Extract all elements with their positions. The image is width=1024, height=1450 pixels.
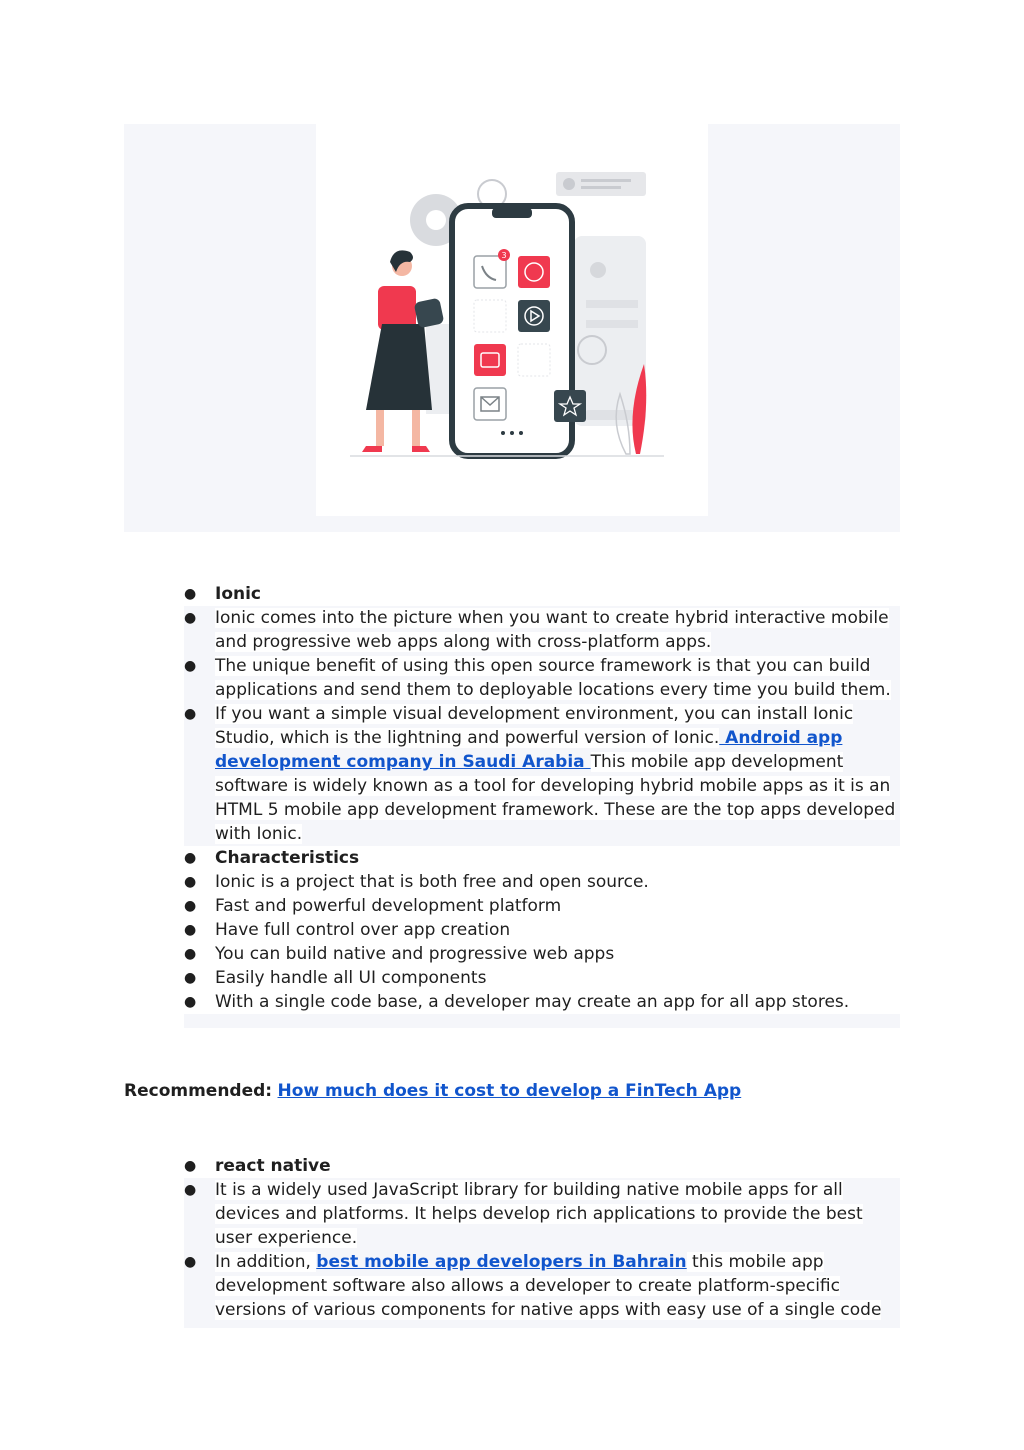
list-item-text: This mobile app development software is widely known as a tool for developing hybrid mobile apps as it is an HTML 5 mobile app development framework. These are the top apps developed with Ionic. (215, 752, 896, 844)
list-item (184, 606, 900, 654)
recommended-line (124, 1079, 904, 1103)
hero-image-frame (124, 124, 900, 532)
list-item-text: It is a widely used JavaScript library for building native mobile apps for all devices and platforms. It helps develop rich applications to provide the best user experience. (215, 1180, 863, 1248)
list-item-text: If you want a simple visual development environment, you can install Ionic Studio, which is the lightning and powerful version of Ionic. (215, 704, 854, 748)
list-item-text: this mobile app development software also allows a developer to create platform-specific versions of various components for native apps with easy use of a single code (215, 1252, 882, 1320)
list-item-text: You can build native and progressive web apps (215, 944, 615, 964)
bahrain-developers-link[interactable]: best mobile app developers in Bahrain (316, 1252, 687, 1272)
app-development-illustration (316, 124, 708, 516)
list-item-text: In addition, (215, 1252, 317, 1272)
list-item-text: The unique benefit of using this open source framework is that you can build applications and send them to deployable locations every time you build them. (215, 656, 891, 700)
list-item (184, 1154, 900, 1178)
list-item-text: Fast and powerful development platform (215, 896, 562, 916)
list-heading-characteristics: Characteristics (215, 848, 360, 868)
bullet-icon: ● (184, 586, 197, 602)
bullet-icon: ● (184, 1158, 197, 1174)
list-item (184, 942, 900, 966)
list-item (184, 582, 900, 606)
bullet-icon: ● (184, 970, 197, 986)
fintech-cost-link[interactable]: How much does it cost to develop a FinTech App (277, 1081, 742, 1101)
bullet-icon: ● (184, 898, 197, 914)
recommended-label: Recommended: (124, 1081, 273, 1101)
bullet-icon: ● (184, 874, 197, 890)
list-item (184, 702, 900, 846)
list-item (184, 846, 900, 870)
ionic-bullet-list (184, 582, 900, 1028)
react-native-bullet-list (184, 1154, 900, 1328)
list-item (184, 1250, 900, 1322)
list-item-text: With a single code base, a developer may create an app for all app stores. (215, 992, 850, 1012)
camera-app-icon (474, 344, 506, 376)
list-heading-ionic: Ionic (215, 584, 262, 604)
list-item-text: Ionic is a project that is both free and open source. (215, 872, 649, 892)
list-item-text: Ionic comes into the picture when you want to create hybrid interactive mobile and progressive web apps along with cross-platform apps. (215, 608, 889, 652)
badge-count: 3 (501, 251, 507, 260)
list-item (184, 894, 900, 918)
list-item (184, 966, 900, 990)
bullet-icon: ● (184, 946, 197, 962)
bullet-icon: ● (184, 706, 197, 722)
list-item (184, 870, 900, 894)
list-item (184, 990, 900, 1014)
globe-app-icon (518, 256, 550, 288)
hero-illustration (316, 124, 708, 516)
bullet-icon: ● (184, 850, 197, 866)
bullet-icon: ● (184, 1182, 197, 1198)
bullet-icon: ● (184, 1254, 197, 1270)
bullet-icon: ● (184, 610, 197, 626)
list-item (184, 1178, 900, 1250)
list-item (184, 654, 900, 702)
list-item-text: Easily handle all UI components (215, 968, 487, 988)
bullet-icon: ● (184, 922, 197, 938)
star-app-icon (554, 390, 586, 422)
list-heading-react-native: react native (215, 1156, 331, 1176)
bullet-icon: ● (184, 994, 197, 1010)
bullet-icon: ● (184, 658, 197, 674)
list-item (184, 918, 900, 942)
list-item-text: Have full control over app creation (215, 920, 511, 940)
play-app-icon (518, 300, 550, 332)
phone-app-icon (474, 256, 506, 288)
android-app-company-link[interactable]: Android app development company in Saudi Arabia (215, 728, 843, 772)
